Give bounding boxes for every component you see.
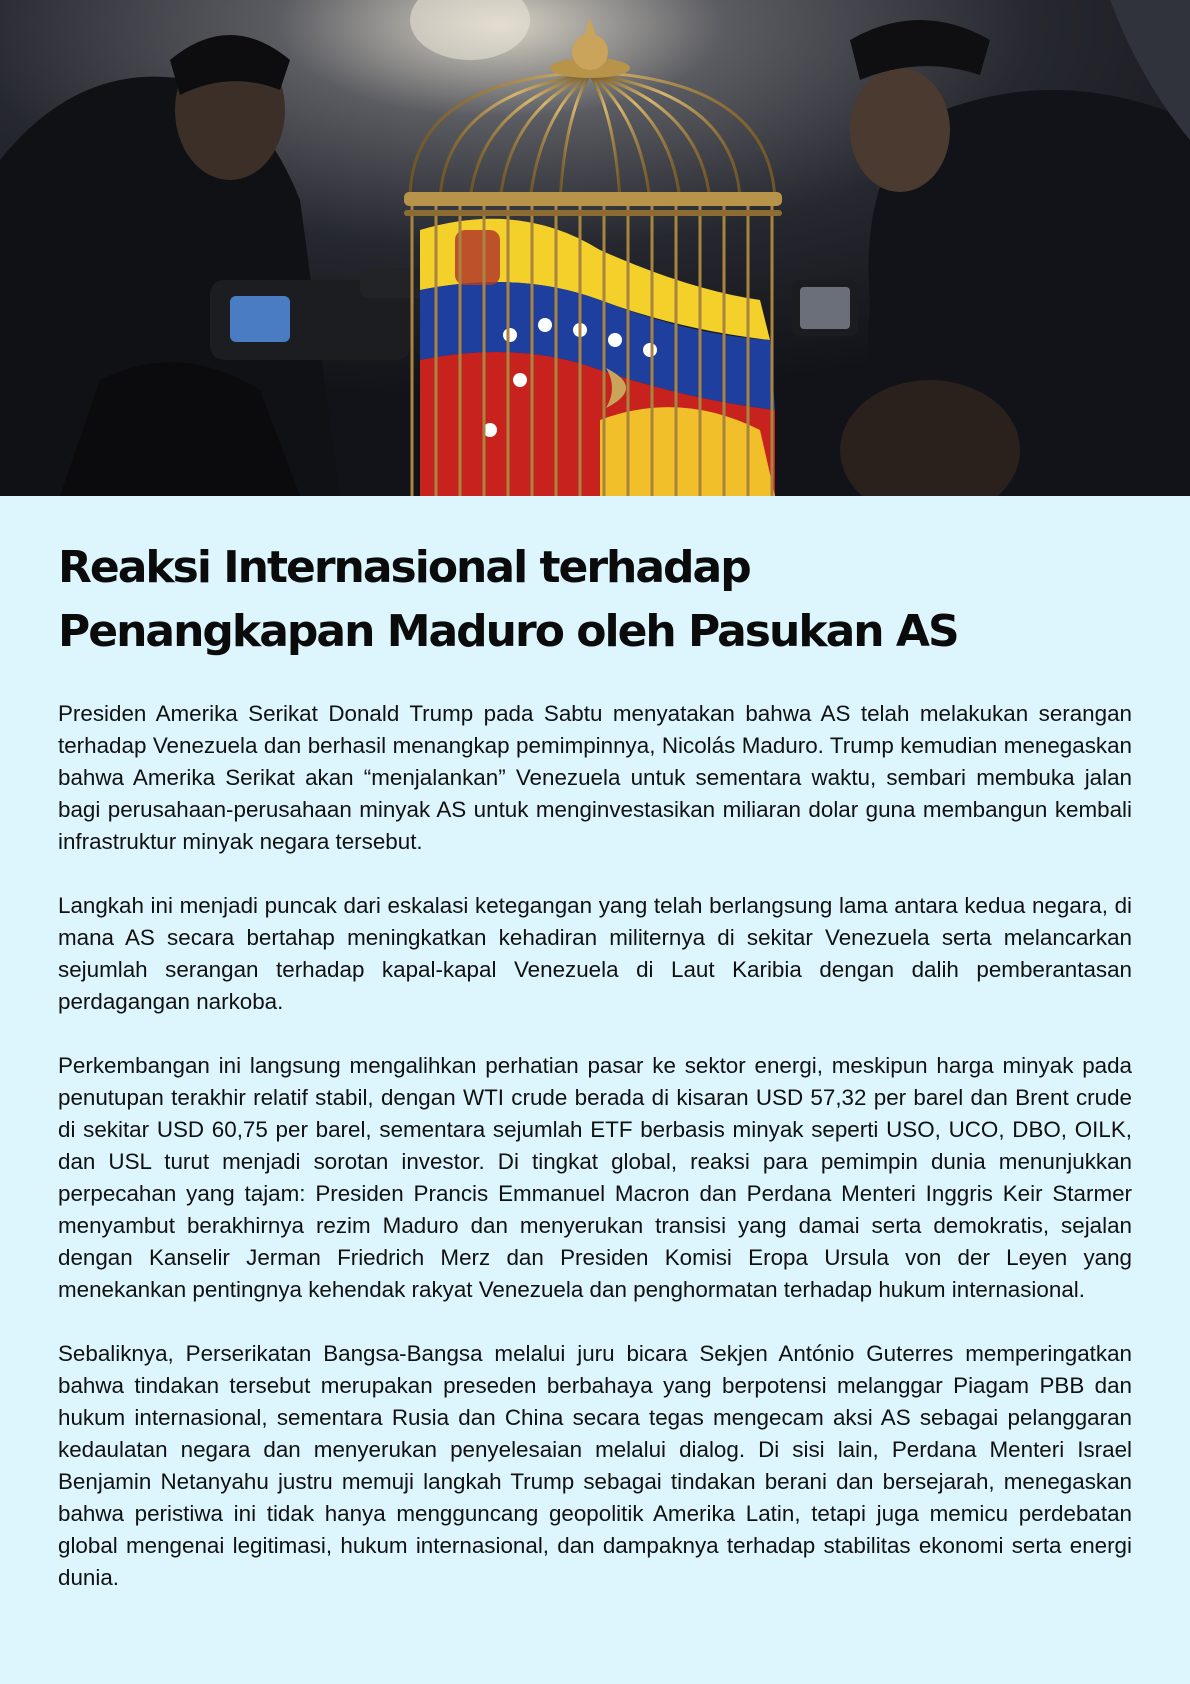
article-paragraph-1: Presiden Amerika Serikat Donald Trump pada Sabtu menyatakan bahwa AS telah melakukan serangan terhadap Venezuela dan berhasil menangkap pemimpinnya, Nicolás Maduro. Trump kemudian menegaskan bahwa Amerika Serikat akan “menjalankan” Venezuela untuk sementara waktu, sembari membuka jalan bagi perusahaan-perusahaan minyak AS untuk menginvestasikan miliaran dolar guna membangun kembali infrastruktur minyak negara tersebut. [58,701,1132,854]
article-title: Reaksi Internasional terhadap Penangkapan Maduro oleh Pasukan AS [58,542,958,657]
article-paragraph-4: Sebaliknya, Perserikatan Bangsa-Bangsa melalui juru bicara Sekjen António Guterres memperingatkan bahwa tindakan tersebut merupakan preseden berbahaya yang berpotensi melanggar Piagam PBB dan hukum internasional, sementara Rusia dan China secara tegas mengecam aksi AS sebagai pelanggaran kedaulatan negara dan menyerukan penyelesaian melalui dialog. Di sisi lain, Perdana Menteri Israel Benjamin Netanyahu justru memuji langkah Trump sebagai tindakan berani dan bersejarah, menegaskan bahwa peristiwa ini tidak hanya mengguncang geopolitik Amerika Latin, tetapi juga memicu perdebatan global mengenai legitimasi, hukum internasional, dan dampaknya terhadap stabilitas ekonomi serta energi dunia. [58,1341,1132,1590]
article-paragraph-2: Langkah ini menjadi puncak dari eskalasi ketegangan yang telah berlangsung lama antara kedua negara, di mana AS secara bertahap meningkatkan kehadiran militernya di sekitar Venezuela serta melancarkan sejumlah serangan terhadap kapal-kapal Venezuela di Laut Karibia dengan dalih pemberantasan perdagangan narkoba. [58,893,1132,1014]
birdcage-illustration [0,0,1190,496]
hero-image [0,0,1190,496]
article-paragraph-3: Perkembangan ini langsung mengalihkan perhatian pasar ke sektor energi, meskipun harga minyak pada penutupan terakhir relatif stabil, dengan WTI crude berada di kisaran USD 57,32 per barel dan Brent crude di sekitar USD 60,75 per barel, sementara sejumlah ETF berbasis minyak seperti USO, UCO, DBO, OILK, dan USL turut menjadi sorotan investor. Di tingkat global, reaksi para pemimpin dunia menunjukkan perpecahan yang tajam: Presiden Prancis Emmanuel Macron dan Perdana Menteri Inggris Keir Starmer menyambut berakhirnya rezim Maduro dan menyerukan transisi yang damai serta demokratis, sejalan dengan Kanselir Jerman Friedrich Merz dan Presiden Komisi Eropa Ursula von der Leyen yang menekankan pentingnya kehendak rakyat Venezuela dan penghormatan terhadap hukum internasional. [58,1053,1132,1302]
article [0,496,1190,1594]
